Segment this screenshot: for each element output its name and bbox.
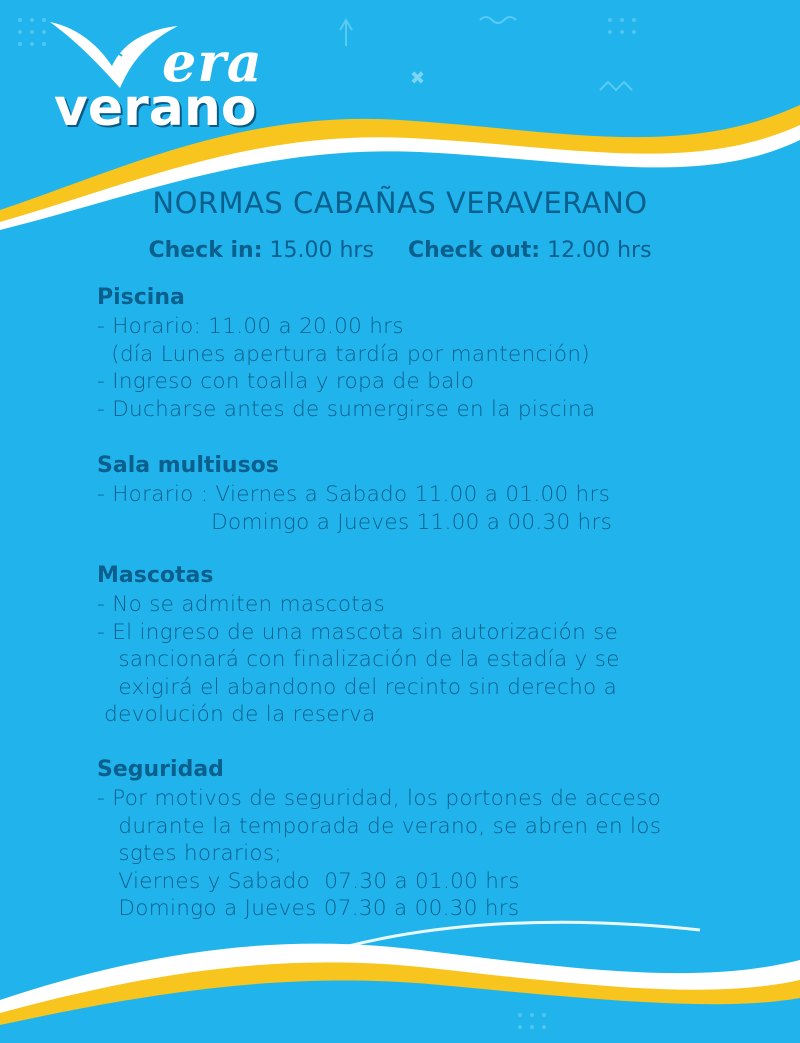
section-heading: Seguridad [97,757,224,782]
rule-line: Domingo a Jueves 11.00 a 00.30 hrs [97,509,613,535]
rule-line: sancionará con finalización de la estadía y se [97,647,620,672]
section-mascotas [97,561,620,729]
logo-line2: verano [54,78,257,138]
checkin-checkout [0,238,800,263]
section-heading: Mascotas [97,563,214,588]
rule-line: devolución de la reserva [97,702,376,727]
rule-line: Domingo a Jueves 07.30 a 00.30 hrs [97,896,520,921]
rule-line: - Ingreso con toalla y ropa de balo [97,369,475,394]
rule-line: durante la temporada de verano, se abren en los [97,813,662,839]
rule-line: Viernes y Sabado 07.30 a 01.00 hrs [97,868,520,894]
rule-line: - Ducharse antes de sumergirse en la piscina [97,396,596,422]
section-sala-multiusos [97,451,612,536]
logo [40,8,263,138]
rule-line: - El ingreso de una mascota sin autorización se [97,619,619,645]
rule-line: exigirá el abandono del recinto sin derecho a [97,674,618,700]
checkin-label: Check in: [148,238,263,263]
section-heading: Piscina [97,285,185,310]
rule-line: - No se admiten mascotas [97,592,386,617]
section-heading: Sala multiusos [97,453,279,478]
checkin-value: 15.00 hrs [269,238,374,263]
rule-line: - Horario: 11.00 a 20.00 hrs [97,314,404,339]
checkout-label: Check out: [407,238,541,263]
rule-line: sgtes horarios; [97,841,282,866]
section-seguridad [97,755,661,923]
rule-line: - Horario : Viernes a Sabado 11.00 a 01.00 hrs [97,482,611,507]
rule-line: - Por motivos de seguridad, los portones de acceso [97,786,662,811]
logo-line1: era [162,30,263,94]
checkout-value: 12.00 hrs [547,238,652,263]
rule-line: (día Lunes apertura tardía por mantención) [97,341,590,367]
svg-text:✖: ✖ [410,68,426,89]
page-title: NORMAS CABAÑAS VERAVERANO [152,186,648,220]
section-piscina [97,283,595,423]
